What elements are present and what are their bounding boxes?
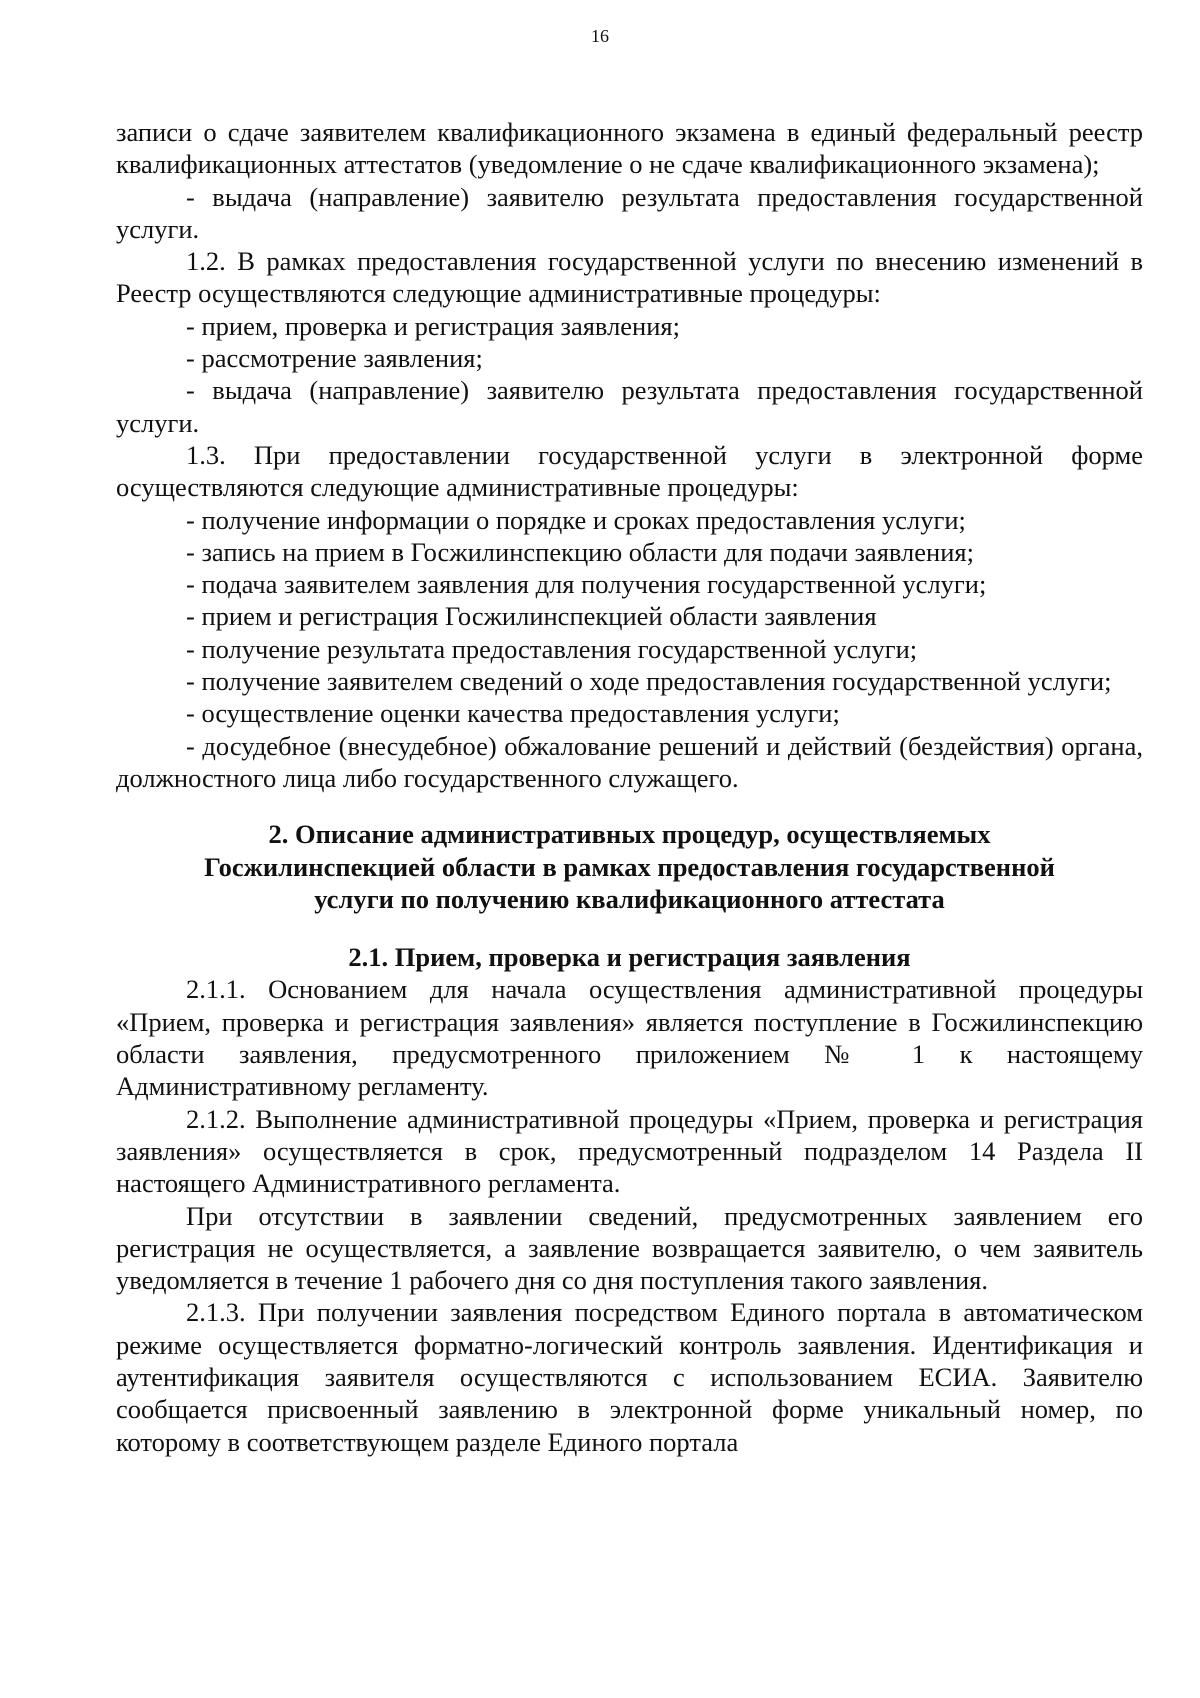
- paragraph: 2.1.3. При получении заявления посредством Единого портала в автоматическом режиме осуществляется форматно-логический контроль заявления. Идентификация и аутентификация заявителя осуществляются с использованием ЕСИА. Заявителю сообщается присвоенный заявлению в электронной форме уникальный номер, по которому в соответствующем разделе Единого портала: [116, 1297, 1143, 1457]
- paragraph: записи о сдаче заявителем квалификационного экзамена в единый федеральный реестр квалификационных аттестатов (уведомление о не сдаче квалификационного экзамена);: [116, 117, 1143, 180]
- section-heading-line: 2. Описание административных процедур, осуществляемых: [268, 819, 991, 850]
- page-number: 16: [591, 26, 609, 46]
- spacer: [116, 794, 1143, 818]
- paragraph: - рассмотрение заявления;: [186, 343, 483, 374]
- paragraph: - получение результата предоставления государственной услуги;: [186, 633, 918, 664]
- paragraph: - осуществление оценки качества предоставления услуги;: [186, 698, 840, 729]
- paragraph: - запись на прием в Госжилинспекцию области для подачи заявления;: [186, 536, 974, 567]
- document-body: [116, 116, 1143, 1458]
- section-heading-line: Госжилинспекцией области в рамках предоставления государственной: [204, 851, 1055, 882]
- paragraph: - прием, проверка и регистрация заявления;: [186, 310, 680, 341]
- paragraph: - прием и регистрация Госжилинспекцией области заявления: [186, 601, 877, 632]
- paragraph: - получение информации о порядке и сроках предоставления услуги;: [186, 504, 966, 535]
- paragraph: - подача заявителем заявления для получения государственной услуги;: [186, 569, 987, 600]
- spacer: [116, 915, 1143, 941]
- paragraph: - выдача (направление) заявителю результата предоставления государственной услуги.: [116, 375, 1143, 438]
- paragraph-group-reception: [116, 973, 1143, 1457]
- paragraph: - получение заявителем сведений о ходе предоставления государственной услуги;: [186, 666, 1112, 697]
- paragraph: При отсутствии в заявлении сведений, предусмотренных заявлением его регистрация не осуществляется, а заявление возвращается заявителю, о чем заявитель уведомляется в течение 1 рабочего дня со дня поступления такого заявления.: [116, 1200, 1143, 1296]
- paragraph-group-procedures: [116, 116, 1143, 794]
- paragraph: 1.3. При предоставлении государственной услуги в электронной форме осуществляются следующие административные процедуры:: [116, 439, 1143, 503]
- paragraph: - досудебное (внесудебное) обжалование решений и действий (бездействия) органа, должностного лица либо государственного служащего.: [116, 730, 1143, 793]
- section-heading: [116, 818, 1143, 915]
- subsection-heading: 2.1. Прием, проверка и регистрация заявления: [348, 942, 911, 973]
- paragraph: - выдача (направление) заявителю результата предоставления государственной услуги.: [116, 181, 1143, 244]
- section-heading-line: услуги по получению квалификационного аттестата: [314, 883, 945, 914]
- paragraph: 1.2. В рамках предоставления государственной услуги по внесению изменений в Реестр осуществляются следующие административные процедуры:: [116, 246, 1143, 309]
- paragraph: 2.1.1. Основанием для начала осуществления административной процедуры «Прием, проверка и регистрация заявления» является поступление в Госжилинспекцию области заявления, предусмотренного приложением № 1 к настоящему Административному регламенту.: [116, 974, 1143, 1102]
- paragraph: 2.1.2. Выполнение административной процедуры «Прием, проверка и регистрация заявления» осуществляется в срок, предусмотренный подразделом 14 Раздела II настоящего Административного регламента.: [116, 1103, 1143, 1199]
